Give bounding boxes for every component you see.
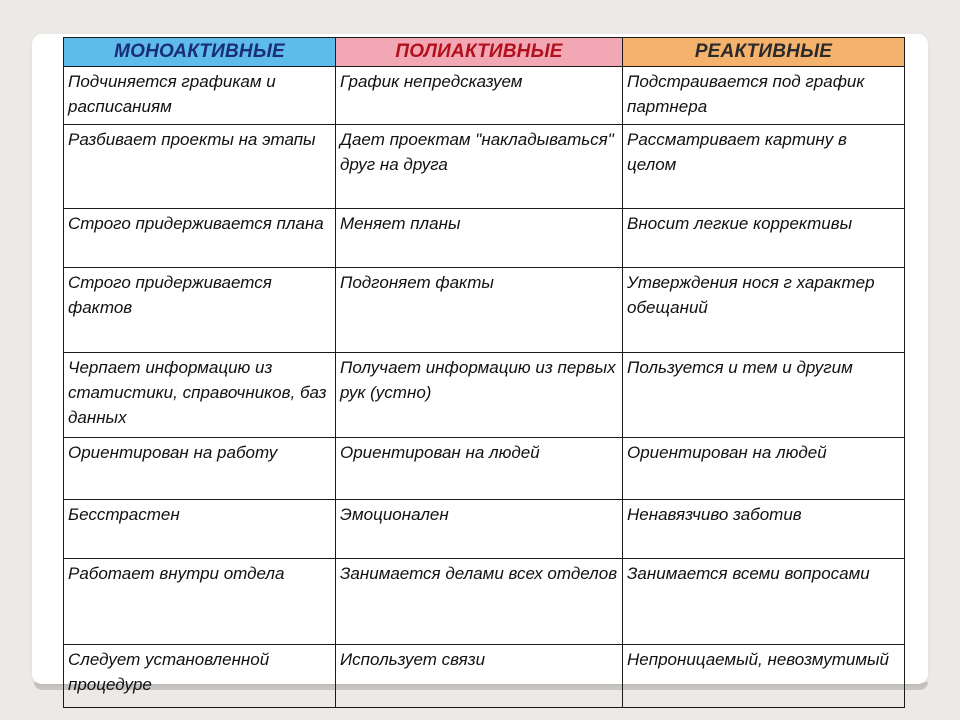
cell-reactive: Ориентирован на людей <box>623 438 905 500</box>
cell-monoactive: Бесстрастен <box>64 500 336 559</box>
cell-monoactive: Работает внутри отдела <box>64 559 336 645</box>
table-row <box>64 438 905 500</box>
cell-reactive: Вносит легкие коррективы <box>623 209 905 268</box>
cell-reactive: Занимается всеми вопросами <box>623 559 905 645</box>
table-row <box>64 500 905 559</box>
cell-monoactive: Черпает информацию из статистики, справочников, баз данных <box>64 353 336 438</box>
cell-monoactive: Подчиняется графикам и расписаниям <box>64 67 336 125</box>
cell-polyactive: Меняет планы <box>336 209 623 268</box>
table-row <box>64 559 905 645</box>
cell-polyactive: Подгоняет факты <box>336 268 623 353</box>
cell-polyactive: Дает проектам "накладываться" друг на друга <box>336 125 623 209</box>
cell-polyactive: Ориентирован на людей <box>336 438 623 500</box>
cell-monoactive: Разбивает проекты на этапы <box>64 125 336 209</box>
cell-reactive: Утверждения нося г характер обещаний <box>623 268 905 353</box>
cell-reactive: Непроницаемый, невозмутимый <box>623 645 905 708</box>
cell-monoactive: Следует установленной процедуре <box>64 645 336 708</box>
cell-polyactive: Занимается делами всех отделов <box>336 559 623 645</box>
cell-reactive: Рассматривает картину в целом <box>623 125 905 209</box>
cell-polyactive: График непредсказуем <box>336 67 623 125</box>
cell-monoactive: Ориентирован на работу <box>64 438 336 500</box>
table-row <box>64 645 905 708</box>
cell-reactive: Ненавязчиво заботив <box>623 500 905 559</box>
cell-monoactive: Строго придерживается плана <box>64 209 336 268</box>
header-row <box>64 38 905 67</box>
cell-reactive: Подстраивается под график партнера <box>623 67 905 125</box>
cell-polyactive: Эмоционален <box>336 500 623 559</box>
header-polyactive: ПОЛИАКТИВНЫЕ <box>336 38 623 67</box>
header-monoactive: МОНОАКТИВНЫЕ <box>64 38 336 67</box>
header-reactive: РЕАКТИВНЫЕ <box>623 38 905 67</box>
table-row <box>64 125 905 209</box>
table-row <box>64 209 905 268</box>
cell-reactive: Пользуется и тем и другим <box>623 353 905 438</box>
cell-polyactive: Получает информацию из первых рук (устно) <box>336 353 623 438</box>
comparison-table <box>63 37 905 708</box>
cell-polyactive: Использует связи <box>336 645 623 708</box>
cell-monoactive: Строго придерживается фактов <box>64 268 336 353</box>
table-row <box>64 353 905 438</box>
table-row <box>64 67 905 125</box>
table-row <box>64 268 905 353</box>
